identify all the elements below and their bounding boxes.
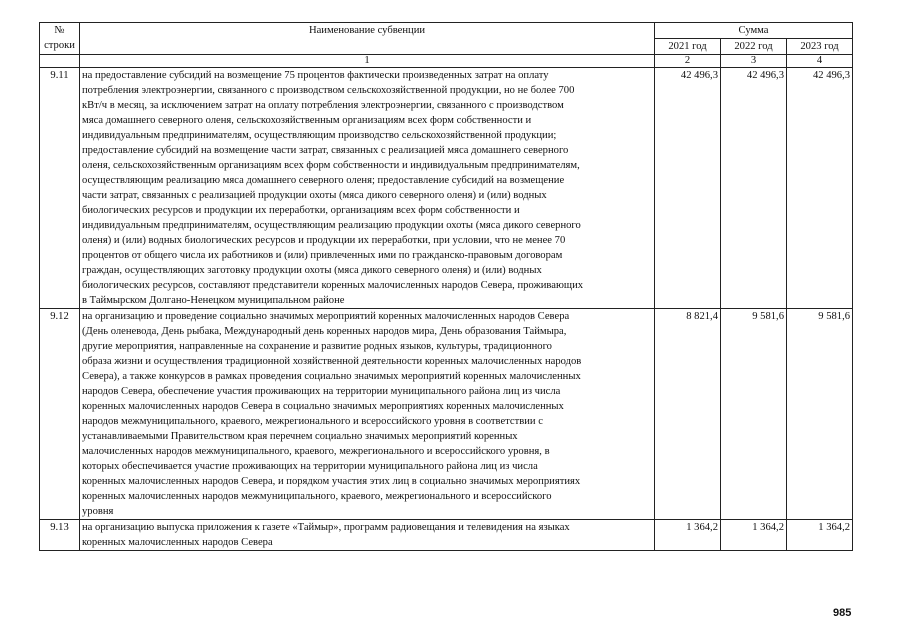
amount-2021: 1 364,2	[655, 520, 721, 551]
text-line: уровня	[82, 506, 114, 517]
year-2022-header: 2022 год	[721, 39, 787, 55]
amount-2022: 9 581,6	[721, 309, 787, 520]
text-line: индивидуальным предпринимателям, осуществляющим производство сельскохозяйственной продукции;	[82, 130, 557, 141]
text-line: биологических ресурсов и продукции их переработки, организациям всех форм собственности и	[82, 205, 520, 216]
text-line: на организацию и проведение социально значимых мероприятий коренных малочисленных народов Севера	[82, 311, 570, 322]
text-line: народов межмуниципального, краевого, межрегионального и всероссийского уровня в соответствии с	[82, 416, 543, 427]
amount-2022: 1 364,2	[721, 520, 787, 551]
row-number: 9.12	[40, 309, 80, 520]
column-index-empty	[40, 55, 80, 68]
column-index-3: 3	[721, 55, 787, 68]
table-row	[40, 520, 853, 551]
text-line: образа жизни и осуществления традиционной хозяйственной деятельности коренных малочисленных народов	[82, 356, 582, 367]
text-line: устанавливаемыми Правительством края перечнем социально значимых мероприятий коренных	[82, 431, 518, 442]
amount-2021: 8 821,4	[655, 309, 721, 520]
amount-2022: 42 496,3	[721, 68, 787, 309]
subvention-name-header: Наименование субвенции	[80, 23, 655, 55]
amount-2021: 42 496,3	[655, 68, 721, 309]
text-line: на организацию выпуска приложения к газете «Таймыр», программ радиовещания и телевидения на языках	[82, 522, 570, 533]
text-line: потребления электроэнергии, связанного с производством сельскохозяйственной продукции, но не более 700	[82, 85, 575, 96]
text-line: процентов от общего числа их работников и (или) привлеченных ими по гражданско-правовым договорам	[82, 250, 563, 261]
text-line: на предоставление субсидий на возмещение 75 процентов фактически произведенных затрат на оплату	[82, 70, 549, 81]
text-line: малочисленных народов межмуниципального, краевого, межрегионального и всероссийского уровня, в	[82, 446, 550, 457]
text-line: Севера), а также конкурсов в рамках проведения социально значимых мероприятий коренных малочисленных	[82, 371, 581, 382]
text-line: коренных малочисленных народов Севера в социально значимых мероприятиях коренных малочисленных	[82, 401, 564, 412]
year-2021-header: 2021 год	[655, 39, 721, 55]
sum-header: Сумма	[655, 23, 853, 39]
row-number: 9.11	[40, 68, 80, 309]
table-row	[40, 68, 853, 309]
row-number-header	[40, 23, 80, 55]
text-line: индивидуальным предпринимателям, осуществляющим реализацию продукции охоты (мяса дикого северного	[82, 220, 581, 231]
text-line: граждан, осуществляющих заготовку продукции охоты (мяса дикого северного оленя) и (или) водных	[82, 265, 542, 276]
text-line: оленя) и (или) водных биологических ресурсов и продукции их переработки, при условии, что не менее 70	[82, 235, 566, 246]
text-line: народов Севера, обеспечение участия проживающих на территории муниципального района лиц из числа	[82, 386, 561, 397]
text-line: которых обеспечивается участие проживающих на территории муниципального района лиц из числа	[82, 461, 538, 472]
amount-2023: 1 364,2	[787, 520, 853, 551]
row-number-header-line1: №	[54, 25, 65, 36]
text-line: в Таймырском Долгано-Ненецком муниципальном районе	[82, 295, 345, 306]
text-line: оленя, сельскохозяйственным организациям всех форм собственности и индивидуальным предпринимателям,	[82, 160, 580, 171]
subvention-name	[80, 68, 655, 309]
amount-2023: 9 581,6	[787, 309, 853, 520]
text-line: кВт/ч в месяц, за исключением затрат на оплату потребления электроэнергии, связанного с производством	[82, 100, 564, 111]
text-line: другие мероприятия, направленные на сохранение и развитие родных языков, культуры, традиционного	[82, 341, 552, 352]
text-line: биологических ресурсов, составляют представители коренных малочисленных народов Севера, проживающих	[82, 280, 584, 291]
text-line: коренных малочисленных народов Севера	[82, 537, 273, 548]
subventions-table	[39, 22, 853, 551]
column-index-2: 2	[655, 55, 721, 68]
row-number-header-line2: строки	[44, 40, 75, 51]
text-line: предоставление субсидий на возмещение части затрат, связанных с реализацией мяса домашнего северного	[82, 145, 569, 156]
amount-2023: 42 496,3	[787, 68, 853, 309]
subvention-name	[80, 309, 655, 520]
text-line: коренных малочисленных народов межмуниципального, краевого, межрегионального и всероссийского	[82, 491, 552, 502]
page-number: 985	[833, 607, 852, 619]
column-index-1: 1	[80, 55, 655, 68]
text-line: осуществляющим реализацию мяса домашнего северного оленя; предоставление субсидий на возмещение	[82, 175, 565, 186]
text-line: части затрат, связанных с реализацией продукции охоты (мяса дикого северного оленя) и (или) водных	[82, 190, 547, 201]
text-line: (День оленевода, День рыбака, Международный день коренных народов мира, День образования Таймыра,	[82, 326, 567, 337]
table-row	[40, 309, 853, 520]
year-2023-header: 2023 год	[787, 39, 853, 55]
text-line: мяса домашнего северного оленя, сельскохозяйственным организациям всех форм собственности и	[82, 115, 532, 126]
column-index-4: 4	[787, 55, 853, 68]
row-number: 9.13	[40, 520, 80, 551]
text-line: коренных малочисленных народов Севера, и порядком участия этих лиц в социально значимых мероприятиях	[82, 476, 581, 487]
subvention-name	[80, 520, 655, 551]
